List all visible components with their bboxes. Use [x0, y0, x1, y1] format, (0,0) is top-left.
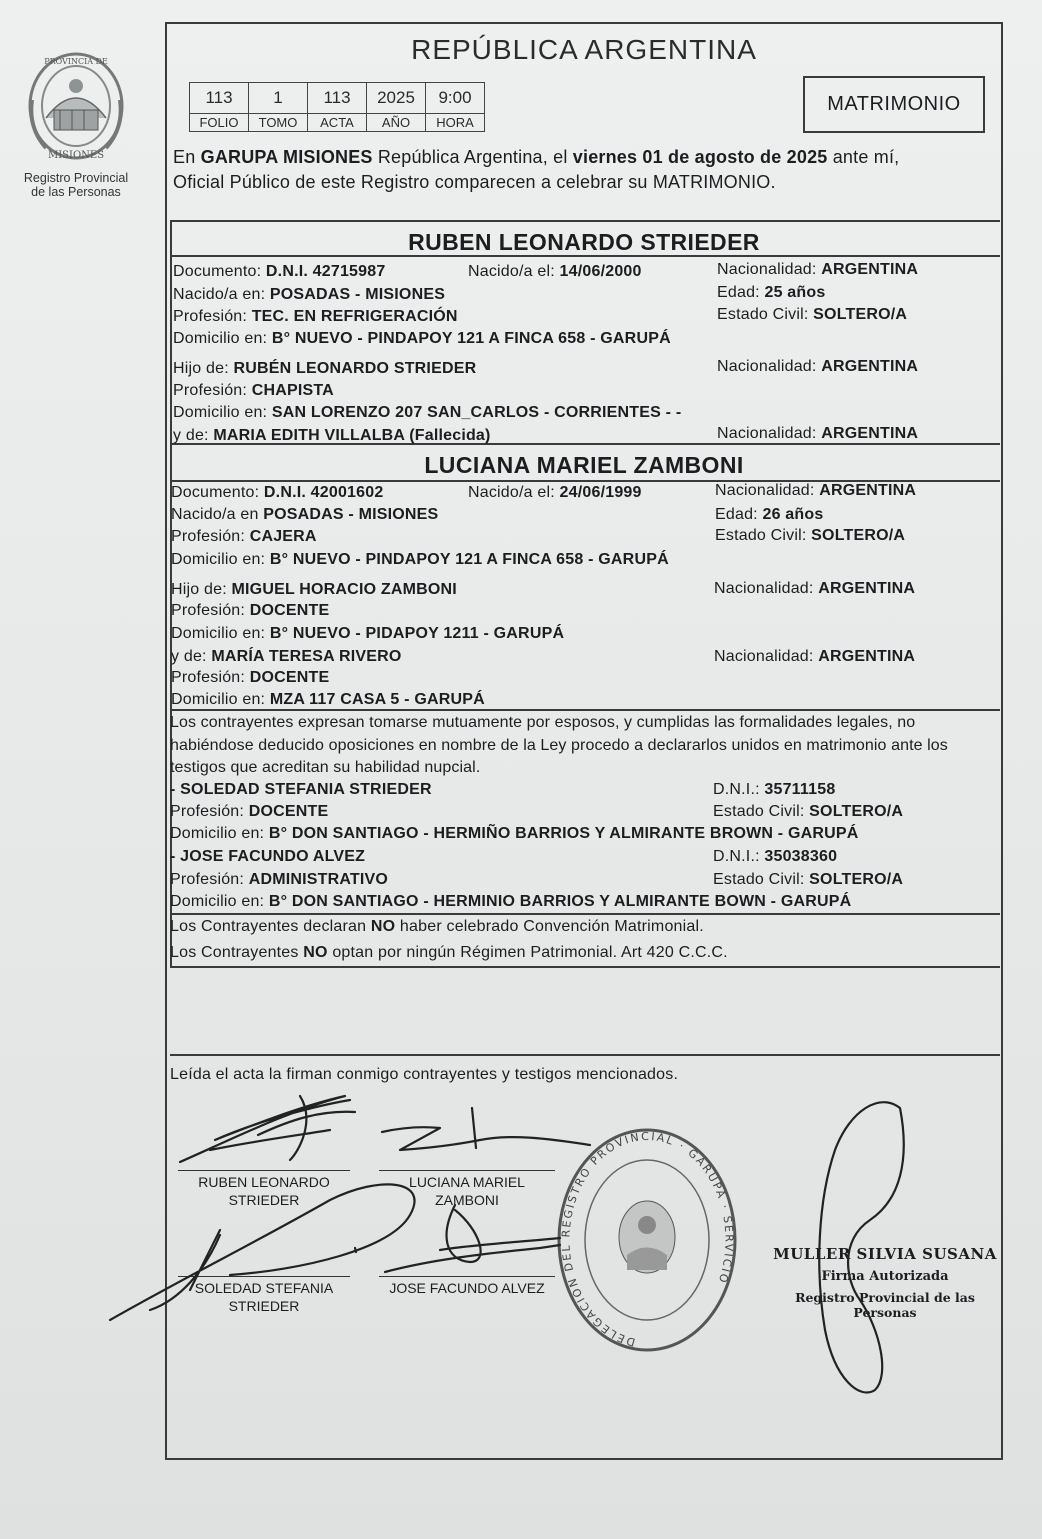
spouse2-mother-profession: Profesión: DOCENTE [171, 669, 330, 686]
logo-caption-line1: Registro Provincial [23, 171, 129, 185]
intro-text: En [173, 147, 201, 167]
spouse2-mother: y de: MARÍA TERESA RIVERO [171, 648, 402, 665]
acta-label: ACTA [308, 114, 367, 132]
tomo-value: 1 [249, 83, 308, 114]
spouse1-father: Hijo de: RUBÉN LEONARDO STRIEDER [173, 360, 477, 377]
closing-statement: Leída el acta la firman conmigo contrayentes y testigos mencionados. [170, 1066, 679, 1083]
year-value: 2025 [367, 83, 426, 114]
spouse2-age: Edad: 26 años [715, 506, 824, 523]
logo-caption [12, 171, 140, 199]
convention-statement: Los Contrayentes declaran NO haber celebrado Convención Matrimonial. [170, 918, 704, 935]
intro-paragraph [173, 145, 1001, 195]
witness2-address: Domicilio en: B° DON SANTIAGO - HERMINIO BARRIOS Y ALMIRANTE BOWN - GARUPÁ [170, 893, 852, 910]
spouse2-father-nationality: Nacionalidad: ARGENTINA [714, 580, 916, 597]
spouse1-age: Edad: 25 años [717, 284, 826, 301]
spouse2-father-profession: Profesión: DOCENTE [171, 602, 330, 619]
registry-table [189, 82, 485, 132]
logo-top-text: PROVINCIA DE [44, 57, 108, 66]
intro-place: GARUPA MISIONES [200, 147, 373, 167]
spouse1-father-profession: Profesión: CHAPISTA [173, 382, 334, 399]
official-role: Firma Autorizada [821, 1269, 949, 1284]
spouse2-birthdate: Nacido/a el: 24/06/1999 [468, 484, 642, 501]
spouse2-mother-nationality: Nacionalidad: ARGENTINA [714, 648, 916, 665]
spouse1-father-address: Domicilio en: SAN LORENZO 207 SAN_CARLOS - CORRIENTES - - [173, 404, 682, 421]
witness2-name: - JOSE FACUNDO ALVEZ [170, 848, 366, 865]
witness1-name: - SOLEDAD STEFANIA STRIEDER [170, 781, 432, 798]
witness2-civil-status: Estado Civil: SOLTERO/A [713, 871, 904, 888]
spouse1-civil-status: Estado Civil: SOLTERO/A [717, 306, 908, 323]
intro-text: República Argentina, el [372, 147, 573, 167]
divider [170, 220, 1000, 222]
divider [170, 1054, 1000, 1056]
act-type-box: MATRIMONIO [803, 76, 985, 133]
signature-line [379, 1170, 555, 1171]
spouse2-birthplace: Nacido/a en POSADAS - MISIONES [171, 506, 439, 523]
spouse1-document: Documento: D.N.I. 42715987 [173, 263, 386, 280]
official-name: MULLER SILVIA SUSANA [773, 1245, 997, 1263]
spouse2-father: Hijo de: MIGUEL HORACIO ZAMBONI [171, 581, 457, 598]
spouse2-profession: Profesión: CAJERA [171, 528, 317, 545]
hour-value: 9:00 [426, 83, 485, 114]
witness1-dni: D.N.I.: 35711158 [713, 781, 836, 798]
patrimonial-regime-statement: Los Contrayentes NO optan por ningún Régimen Patrimonial. Art 420 C.C.C. [170, 944, 728, 961]
spouse1-address: Domicilio en: B° NUEVO - PINDAPOY 121 A FINCA 658 - GARUPÁ [173, 330, 671, 347]
witness2-profession: Profesión: ADMINISTRATIVO [170, 871, 389, 888]
official-stamp [555, 1125, 740, 1355]
official-signature-block [765, 1245, 1005, 1320]
witness1-profession: Profesión: DOCENTE [170, 803, 329, 820]
witness2-dni: D.N.I.: 35038360 [713, 848, 838, 865]
divider [170, 966, 1000, 968]
signature-label-witness2: JOSE FACUNDO ALVEZ [389, 1280, 545, 1296]
spouse2-civil-status: Estado Civil: SOLTERO/A [715, 527, 906, 544]
divider [170, 913, 1000, 915]
hour-label: HORA [426, 114, 485, 132]
document-title: REPÚBLICA ARGENTINA [411, 34, 757, 65]
spouse1-mother: y de: MARIA EDITH VILLALBA (Fallecida) [173, 427, 491, 444]
folio-label: FOLIO [190, 114, 249, 132]
signature-label-spouse2: LUCIANA MARIEL ZAMBONI [409, 1174, 525, 1208]
intro-date: viernes 01 de agosto de 2025 [572, 147, 828, 167]
signature-line [178, 1170, 350, 1171]
divider [170, 709, 1000, 711]
stamp-text: DELEGACION DEL REGISTRO PROVINCIAL · GARUPA · SERVICIO [559, 1129, 736, 1349]
acta-value: 113 [308, 83, 367, 114]
province-seal-logo [24, 48, 128, 166]
spouse1-nationality: Nacionalidad: ARGENTINA [717, 261, 919, 278]
spouse1-profession: Profesión: TEC. EN REFRIGERACIÓN [173, 308, 458, 325]
intro-text: Oficial Público de este Registro comparecen a celebrar su MATRIMONIO. [173, 172, 776, 192]
spouse2-nationality: Nacionalidad: ARGENTINA [715, 482, 917, 499]
spouse2-document: Documento: D.N.I. 42001602 [171, 484, 384, 501]
spouse2-mother-address: Domicilio en: MZA 117 CASA 5 - GARUPÁ [171, 691, 485, 708]
spouse1-mother-nationality: Nacionalidad: ARGENTINA [717, 425, 919, 442]
spouse1-birthdate: Nacido/a el: 14/06/2000 [468, 263, 642, 280]
witness1-address: Domicilio en: B° DON SANTIAGO - HERMIÑO BARRIOS Y ALMIRANTE BROWN - GARUPÁ [170, 825, 859, 842]
witness1-civil-status: Estado Civil: SOLTERO/A [713, 803, 904, 820]
declaration-paragraph: Los contrayentes expresan tomarse mutuamente por esposos, y cumplidas las formalidades legales, no habiéndose deducido oposiciones en nombre de la Ley procedo a declararlos unidos en matrimonio ante los testigos que acreditan su habilidad nupcial. [170, 714, 948, 776]
logo-caption-line2: de las Personas [31, 185, 121, 199]
spouse1-name: RUBEN LEONARDO STRIEDER [408, 229, 760, 255]
spouse2-name: LUCIANA MARIEL ZAMBONI [424, 452, 744, 478]
spouse2-father-address: Domicilio en: B° NUEVO - PIDAPOY 1211 - GARUPÁ [171, 625, 565, 642]
spouse1-birthplace: Nacido/a en: POSADAS - MISIONES [173, 286, 446, 303]
signature-label-witness1: SOLEDAD STEFANIA STRIEDER [194, 1280, 334, 1314]
tomo-label: TOMO [249, 114, 308, 132]
intro-text: ante mí, [827, 147, 900, 167]
signature-line [178, 1276, 350, 1277]
signature-label-spouse1: RUBEN LEONARDO STRIEDER [198, 1174, 330, 1208]
official-office: Registro Provincial de las Personas [795, 1290, 975, 1320]
logo-bottom-text: MISIONES [47, 150, 105, 161]
spouse2-address: Domicilio en: B° NUEVO - PINDAPOY 121 A FINCA 658 - GARUPÁ [171, 551, 669, 568]
folio-value: 113 [190, 83, 249, 114]
spouse1-father-nationality: Nacionalidad: ARGENTINA [717, 358, 919, 375]
year-label: AÑO [367, 114, 426, 132]
signature-line [379, 1276, 555, 1277]
